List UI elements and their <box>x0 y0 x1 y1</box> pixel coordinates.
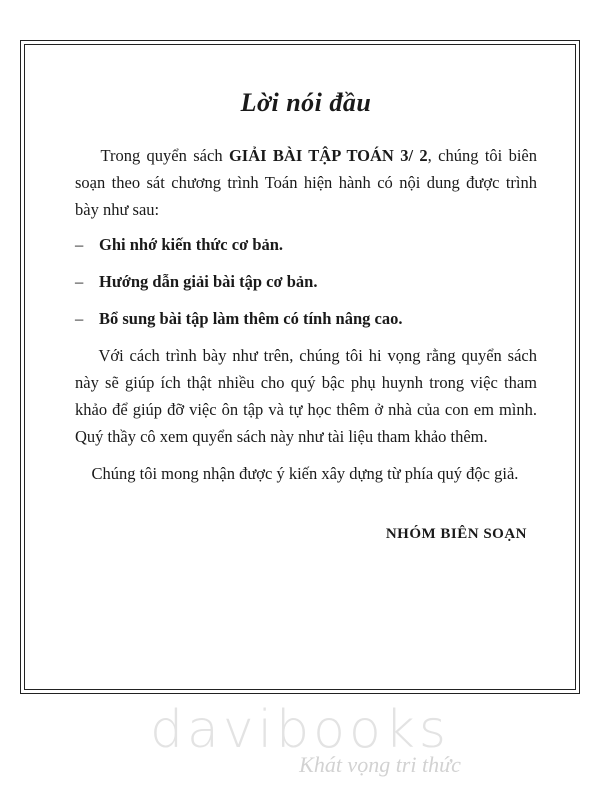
bullet-dash: – <box>75 309 84 328</box>
closing-paragraph-text: Chúng tôi mong nhận được ý kiến xây dựng từ phía quý độc giả. <box>91 464 519 483</box>
watermark-tagline: Khát vọng tri thức <box>299 752 461 777</box>
book-title: GIẢI BÀI TẬP TOÁN 3/ 2 <box>228 146 428 165</box>
bullet-text: Ghi nhớ kiến thức cơ bản. <box>99 235 284 254</box>
watermark-brand: davibooks <box>150 700 450 760</box>
intro-after: , chúng tôi biên soạn theo sát chương trình Toán hiện hành có nội dung được trình bày như sau: <box>75 146 538 219</box>
bullet-text: Bổ sung bài tập làm thêm có tính nâng cao. <box>99 309 403 328</box>
intro-paragraph <box>75 142 537 223</box>
bullet-dash: – <box>75 235 84 254</box>
page-title: Lời nói đầu <box>240 88 372 117</box>
bullet-dash: – <box>75 272 84 291</box>
signature: NHÓM BIÊN SOẠN <box>385 526 527 542</box>
bullet-item <box>75 231 537 258</box>
bullet-text: Hướng dẫn giải bài tập cơ bản. <box>99 272 318 291</box>
intro-before: Trong quyển sách <box>100 146 229 165</box>
body-paragraph-text: Với cách trình bày như trên, chúng tôi hi vọng rằng quyển sách này sẽ giúp ích thật nhiều cho quý bậc phụ huynh trong việc tham khảo để giúp đỡ việc ôn tập và tự học thêm ở nhà của con em mình. Quý thầy cô xem quyển sách này như tài liệu tham khảo thêm. <box>75 346 537 446</box>
bullet-item <box>75 305 537 332</box>
bullet-item <box>75 268 537 295</box>
body-paragraph <box>75 342 537 450</box>
preface-content <box>75 86 537 548</box>
closing-paragraph <box>75 460 537 487</box>
